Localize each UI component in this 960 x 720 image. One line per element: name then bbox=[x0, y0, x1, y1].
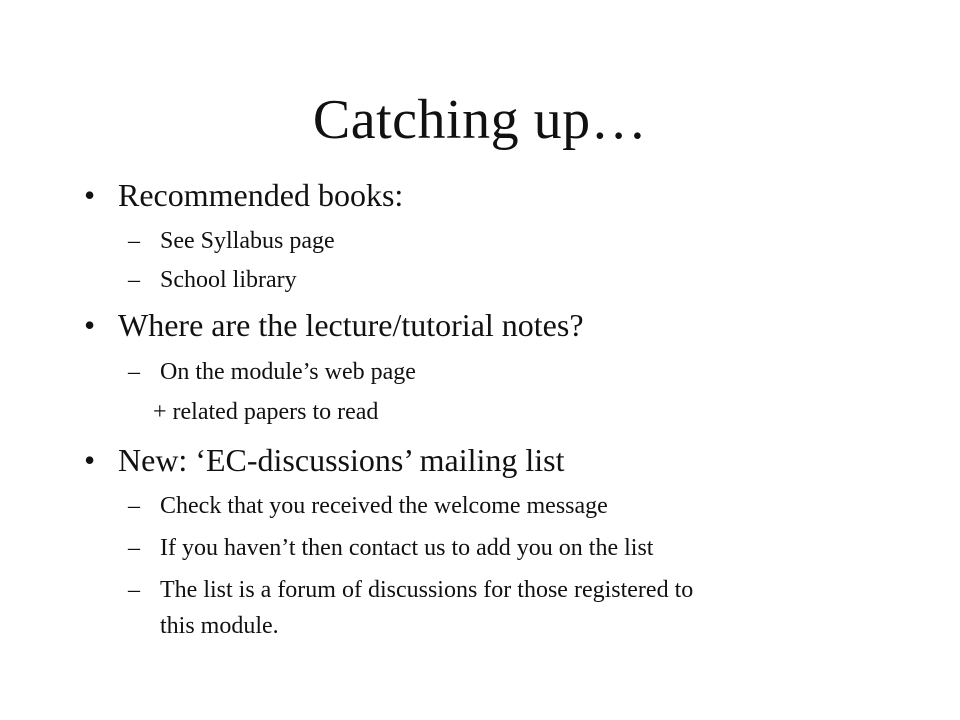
dash-icon: – bbox=[128, 493, 140, 519]
subitem-forum-wrap: this module. bbox=[160, 613, 279, 639]
subitem-web-page bbox=[0, 360, 960, 388]
subitem-welcome-message bbox=[0, 494, 960, 522]
bullet-mailing-list bbox=[0, 444, 960, 480]
dash-icon: – bbox=[128, 535, 140, 561]
subitem-contact-us bbox=[0, 536, 960, 564]
dash-icon: – bbox=[128, 359, 140, 385]
subitem-syllabus bbox=[0, 229, 960, 257]
subitem-text: See Syllabus page bbox=[160, 228, 335, 254]
subitem-text: Check that you received the welcome message bbox=[160, 493, 608, 519]
bullet-icon: • bbox=[84, 307, 96, 343]
bullet-icon: • bbox=[84, 442, 96, 478]
subitem-library bbox=[0, 268, 960, 296]
dash-icon: – bbox=[128, 228, 140, 254]
subitem-related-papers: + related papers to read bbox=[153, 399, 379, 425]
bullet-icon: • bbox=[84, 177, 96, 213]
dash-icon: – bbox=[128, 577, 140, 603]
bullet-text: Where are the lecture/tutorial notes? bbox=[118, 307, 584, 343]
dash-icon: – bbox=[128, 267, 140, 293]
subitem-forum bbox=[0, 578, 960, 606]
subitem-text: School library bbox=[160, 267, 297, 293]
subitem-text: On the module’s web page bbox=[160, 359, 416, 385]
bullet-recommended-books bbox=[0, 179, 960, 215]
slide-title: Catching up… bbox=[312, 89, 648, 151]
subitem-text: The list is a forum of discussions for those registered to bbox=[160, 577, 694, 603]
subitem-text: If you haven’t then contact us to add you on the list bbox=[160, 535, 654, 561]
bullet-text: New: ‘EC-discussions’ mailing list bbox=[118, 442, 565, 478]
bullet-text: Recommended books: bbox=[118, 177, 404, 213]
bullet-lecture-notes bbox=[0, 309, 960, 345]
